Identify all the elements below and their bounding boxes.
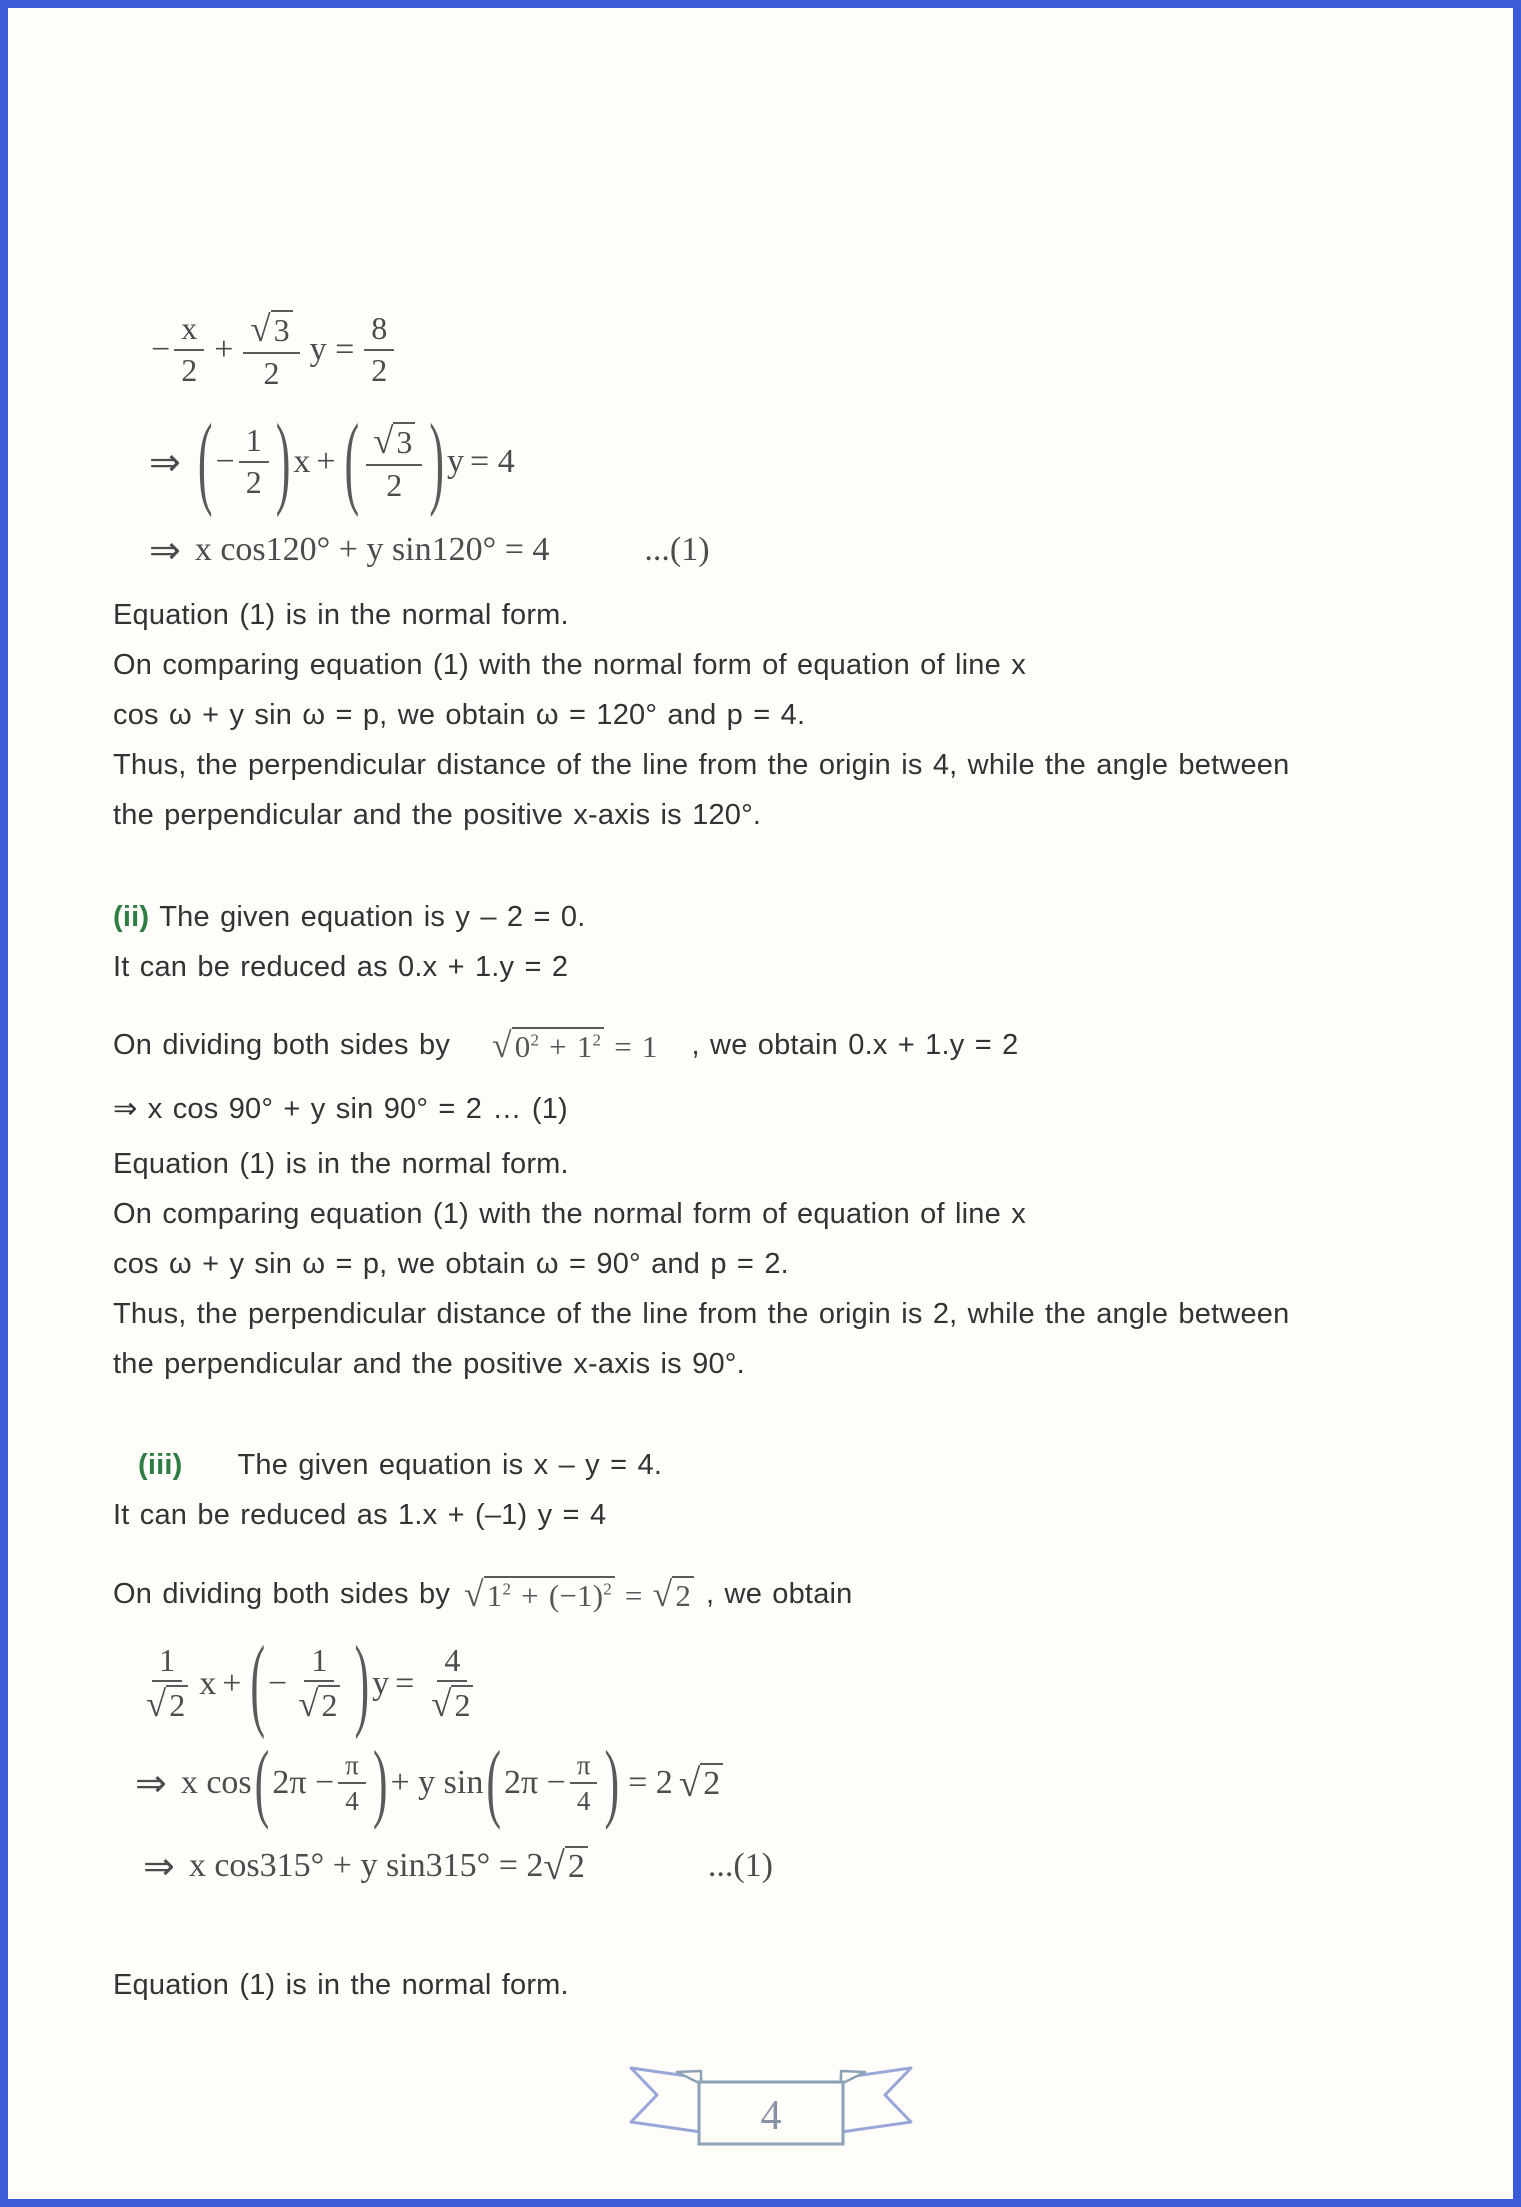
equation-body: x cos315° + y sin315° = 2: [188, 1847, 544, 1884]
para-line: the perpendicular and the positive x-axis is 90°.: [113, 1348, 745, 1380]
section-iii-final-line: Equation (1) is in the normal form.: [113, 1969, 569, 2001]
fraction-sqrt3-over-2: $\frac{√3}{2}$: [366, 422, 422, 502]
equation-tag: ...(1): [644, 531, 710, 568]
para-line: On comparing equation (1) with the normal form of equation of line x: [113, 649, 1026, 681]
open-paren: (: [344, 403, 360, 519]
section-iii-heading: [138, 1440, 1473, 1490]
implies-icon: ⇒: [143, 1845, 175, 1888]
para-line: the perpendicular and the positive x-axis is 120°.: [113, 799, 762, 831]
var-x: x: [293, 443, 311, 480]
section-ii-reduced: It can be reduced as 0.x + 1.y = 2: [113, 951, 569, 983]
var-y: y: [372, 1665, 390, 1702]
plus-sign: +: [316, 443, 336, 480]
fraction-pi-over-4: $\frac{\pi}{4}$: [570, 1751, 598, 1816]
equation-iii-fractions: [135, 1625, 1473, 1741]
equation-iii-normal-form: ⇒ x cos315° + y sin315° = 2 √ 2 ...(1): [143, 1844, 773, 1888]
equation-body: x cos120° + y sin120° = 4: [194, 531, 550, 568]
plus-y-sin: + y sin: [390, 1764, 484, 1801]
open-paren: (: [197, 403, 213, 519]
para-line: cos ω + y sin ω = p, we obtain ω = 120° and p = 4.: [113, 699, 806, 731]
fraction-x-over-2: $\frac{x}{2}$: [174, 312, 204, 387]
equals-4: = 4: [470, 443, 515, 480]
open-paren: (: [254, 1733, 270, 1831]
minus-sign: −: [151, 331, 171, 368]
section-ii-paragraph: [113, 1139, 1473, 1389]
implies-icon: ⇒: [149, 441, 181, 484]
sqrt2-radicand: 2: [565, 1846, 588, 1886]
fraction-sqrt3-over-2: $\frac{√3}{2}$: [243, 310, 299, 390]
two-pi-minus: 2π −: [272, 1764, 335, 1801]
open-paren: (: [486, 1733, 501, 1831]
fraction-8-over-2: $\frac{8}{2}$: [364, 312, 394, 387]
y-equals: y =: [309, 331, 355, 368]
equation-i-normal-form: [149, 527, 1473, 573]
divide-text-pre: On dividing both sides by: [113, 1577, 451, 1610]
minus-sign: −: [215, 443, 235, 480]
implies-icon: ⇒: [149, 529, 181, 572]
fraction-1-over-sqrt2: $\frac{1}{√2}$: [139, 1644, 195, 1724]
var-x: x: [199, 1665, 217, 1702]
sqrt2-radicand: 2: [700, 1763, 723, 1803]
plus-sign: +: [222, 1665, 242, 1702]
para-line: Thus, the perpendicular distance of the line from the origin is 2, while the angle between: [113, 1298, 1290, 1330]
page-number-ribbon: [621, 2058, 921, 2150]
page-number: 4: [760, 2093, 782, 2139]
fraction-1-over-sqrt2: $\frac{1}{√2}$: [291, 1644, 347, 1724]
para-line: Equation (1) is in the normal form.: [113, 1148, 569, 1180]
equals-2: = 2: [628, 1764, 673, 1801]
section-iii-given: The given equation is x – y = 4.: [237, 1449, 663, 1481]
minus-sign: −: [268, 1665, 288, 1702]
inline-radical: $√1^2 + (-1)^2 = √2$: [464, 1573, 694, 1615]
section-iii-label: (iii): [138, 1449, 183, 1481]
section-ii-normal-line: ⇒ x cos 90° + y sin 90° = 2 … (1): [113, 1093, 568, 1125]
equation-iii-angle-form: ⇒ x cos ( 2π − $\frac{\pi}{4}$ ) + y sin ( 2π − $\frac{\pi}{4}$ ) = 2 √ 2: [135, 1738, 1473, 1828]
para-line: Thus, the perpendicular distance of the line from the origin is 4, while the angle between: [113, 749, 1290, 781]
para-line: cos ω + y sin ω = p, we obtain ω = 90° and p = 2.: [113, 1248, 789, 1280]
fraction-pi-over-4: $\frac{\pi}{4}$: [338, 1751, 366, 1816]
section-ii-heading: [113, 892, 1473, 942]
page-content: [8, 305, 1513, 2010]
section-iii-reduced: It can be reduced as 1.x + (–1) y = 4: [113, 1499, 607, 1531]
divide-text-pre: On dividing both sides by: [113, 1028, 451, 1061]
equation-tag: ...(1): [707, 1847, 773, 1884]
close-paren: ): [604, 1733, 620, 1831]
fraction-4-over-sqrt2: $\frac{4}{√2}$: [424, 1644, 480, 1724]
section-ii-label: (ii): [113, 901, 150, 933]
para-line: On comparing equation (1) with the normal form of equation of line x: [113, 1198, 1026, 1230]
ribbon-banner-icon: [621, 2058, 921, 2150]
two-pi-minus: 2π −: [503, 1764, 566, 1801]
var-y: y: [447, 443, 465, 480]
plus-sign: +: [214, 331, 234, 368]
para-line: Equation (1) is in the normal form.: [113, 599, 569, 631]
equation-i-reduced: [151, 305, 1473, 395]
x-cos: x cos: [180, 1764, 252, 1801]
divide-text-post: , we obtain: [706, 1577, 853, 1610]
equals-sign: =: [395, 1665, 415, 1702]
implies-icon: ⇒: [135, 1762, 167, 1805]
fraction-1-over-2: $\frac{1}{2}$: [239, 424, 269, 499]
close-paren: ): [429, 403, 445, 519]
divide-text-post: , we obtain 0.x + 1.y = 2: [691, 1028, 1019, 1061]
open-paren: (: [250, 1625, 266, 1741]
close-paren: ): [372, 1733, 388, 1831]
section-ii-divide-line: [113, 1013, 1473, 1077]
equation-i-coefficients: [149, 403, 1473, 519]
inline-radical: $√0^2 + 1^2 = 1$: [492, 1025, 658, 1065]
close-paren: ): [275, 403, 291, 519]
close-paren: ): [354, 1625, 370, 1741]
section-ii-given: The given equation is y – 2 = 0.: [159, 901, 586, 933]
section-i-paragraph: [113, 590, 1473, 840]
section-iii-divide-line: [113, 1558, 1473, 1630]
